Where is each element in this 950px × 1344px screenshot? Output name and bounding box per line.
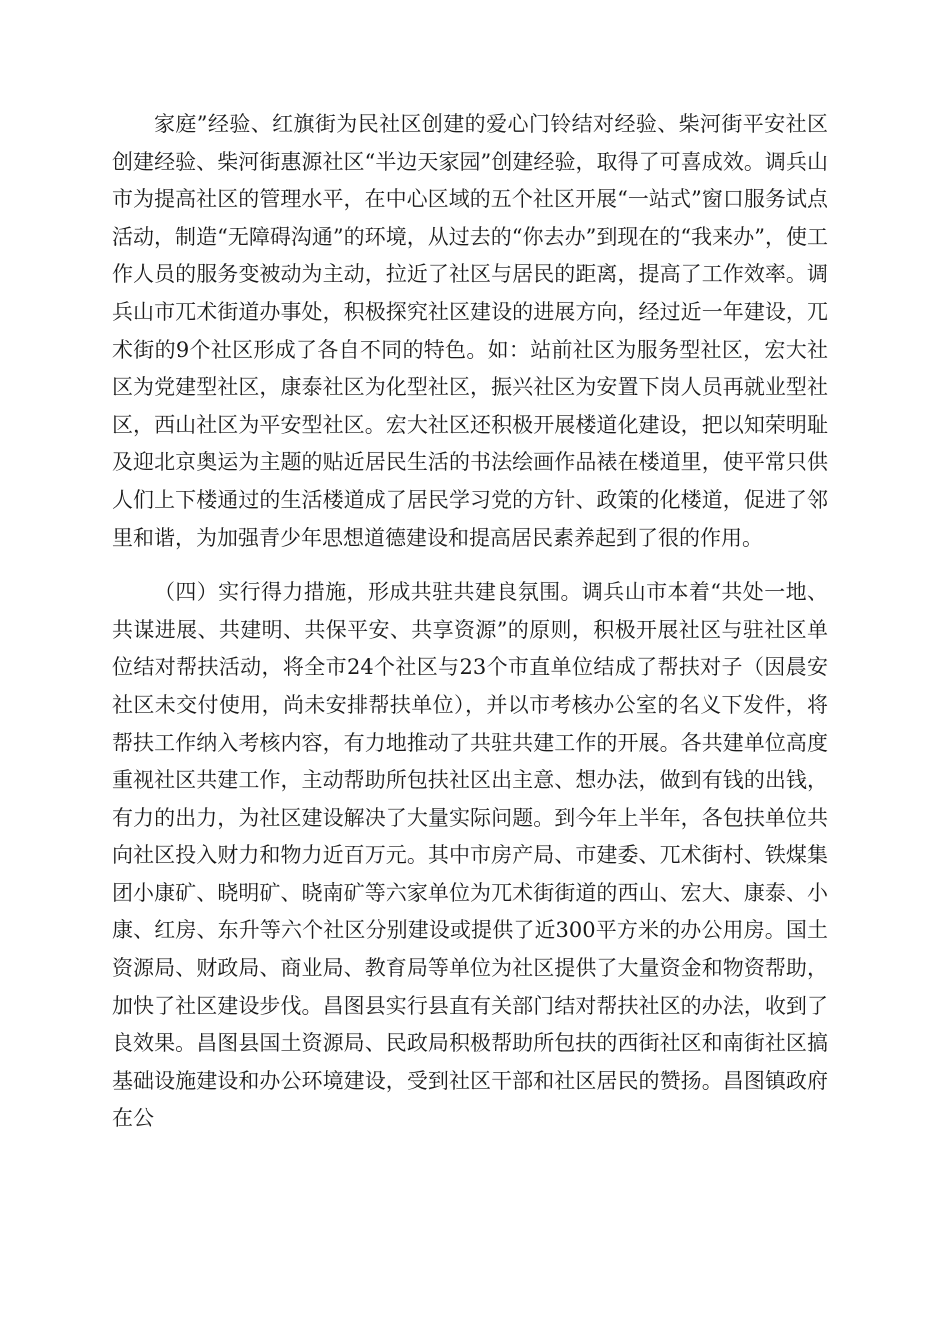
body-paragraph-2: （四）实行得力措施，形成共驻共建良氛围。调兵山市本着“共处一地、共谋进展、共建明、共保平安、共享资源”的原则，积极开展社区与驻社区单位结对帮扶活动，将全市24个社区与23个市直单位结成了帮扶对子（因晨安社区未交付使用，尚未安排帮扶单位），并以市考核办公室的名义下发件，将帮扶工作纳入考核内容，有力地推动了共驻共建工作的开展。各共建单位高度重视社区共建工作，主动帮助所包扶社区出主意、想办法，做到有钱的出钱，有力的出力，为社区建设解决了大量实际问题。到今年上半年，各包扶单位共向社区投入财力和物力近百万元。其中市房产局、市建委、兀术街村、铁煤集团小康矿、晓明矿、晓南矿等六家单位为兀术街街道的西山、宏大、康泰、小康、红房、东升等六个社区分别建设或提供了近300平方米的办公用房。国土资源局、财政局、商业局、教育局等单位为社区提供了大量资金和物资帮助，加快了社区建设步伐。昌图县实行县直有关部门结对帮扶社区的办法，收到了良效果。昌图县国土资源局、民政局积极帮助所包扶的西街社区和南街社区搞基础设施建设和办公环境建设，受到社区干部和社区居民的赞扬。昌图镇政府在公 — [112, 580, 828, 1131]
body-paragraph-1: 家庭”经验、红旗街为民社区创建的爱心门铃结对经验、柴河街平安社区创建经验、柴河街惠源社区“半边天家园”创建经验，取得了可喜成效。调兵山市为提高社区的管理水平，在中心区域的五个社区开展“一站式”窗口服务试点活动，制造“无障碍沟通”的环境，从过去的“你去办”到现在的“我来办”，使工作人员的服务变被动为主动，拉近了社区与居民的距离，提高了工作效率。调兵山市兀术街道办事处，积极探究社区建设的进展方向，经过近一年建设，兀术街的9个社区形成了各自不同的特色。如：站前社区为服务型社区，宏大社区为党建型社区，康泰社区为化型社区，振兴社区为安置下岗人员再就业型社区，西山社区为平安型社区。宏大社区还积极开展楼道化建设，把以知荣明耻及迎北京奥运为主题的贴近居民生活的书法绘画作品裱在楼道里，使平常只供人们上下楼通过的生活楼道成了居民学习党的方针、政策的化楼道，促进了邻里和谐，为加强青少年思想道德建设和提高居民素养起到了很的作用。 — [112, 112, 828, 550]
document-page — [112, 106, 828, 1138]
